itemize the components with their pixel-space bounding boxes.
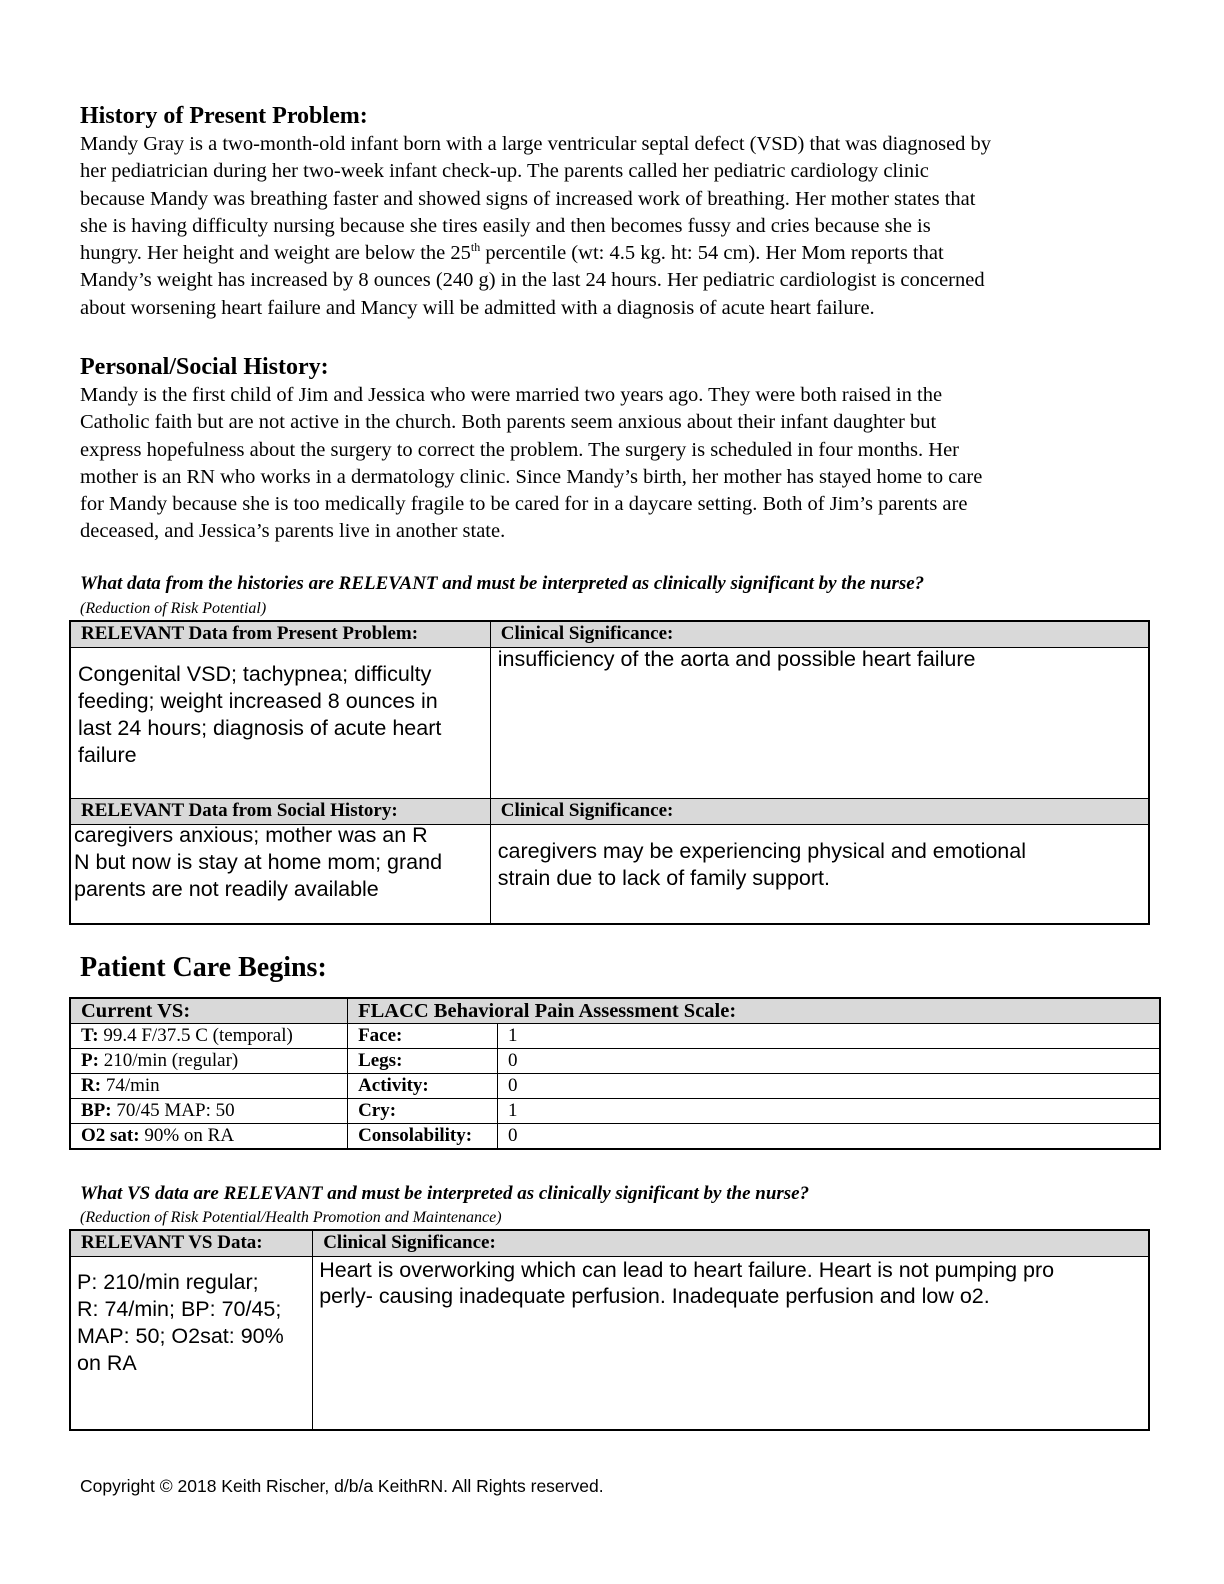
copyright: Copyright © 2018 Keith Rischer, d/b/a KeithRN. All Rights reserved. — [80, 1476, 604, 1496]
vs-row — [70, 1024, 1160, 1049]
present-header-cell — [70, 621, 490, 647]
current-vs-header: Current VS: — [70, 998, 348, 1024]
vs-data-header: RELEVANT VS Data: — [81, 1232, 263, 1253]
flacc-label: Cry: — [348, 1099, 498, 1124]
social-significance-header: Clinical Significance: — [500, 799, 674, 821]
social-line: deceased, and Jessica’s parents live in another state. — [80, 520, 506, 543]
flacc-label: Activity: — [348, 1074, 498, 1099]
flacc-value: 0 — [498, 1074, 1161, 1099]
history-line-text: percentile (wt: 4.5 kg. ht: 54 cm). Her Mom reports that — [480, 242, 944, 265]
social-significance-cell[interactable] — [490, 824, 1149, 924]
vs-label: P: — [81, 1050, 99, 1071]
vs-row — [70, 1099, 1160, 1124]
history-line: because Mandy was breathing faster and showed signs of increased work of breathing. Her mother states that — [80, 187, 976, 210]
superscript: th — [470, 240, 481, 255]
flacc-header: FLACC Behavioral Pain Assessment Scale: — [348, 998, 1160, 1024]
social-paragraph — [80, 382, 1150, 546]
social-line: Mandy is the first child of Jim and Jessica who were married two years ago. They were both raised in the — [80, 384, 943, 406]
vs-data-cell[interactable] — [70, 1256, 313, 1430]
vs-data[interactable]: P: 210/min regular; R: 74/min; BP: 70/45; MAP: 50; O2sat: 90% on RA — [77, 1269, 284, 1375]
histories-question: What data from the histories are RELEVANT and must be interpreted as clinically significant by the nurse? — [80, 573, 925, 594]
history-line — [80, 240, 1150, 267]
flacc-label: Consolability: — [348, 1124, 498, 1150]
vs-row — [70, 1074, 1160, 1099]
vs-cell — [70, 1074, 348, 1099]
vs-question: What VS data are RELEVANT and must be interpreted as clinically significant by the nurse? — [80, 1183, 810, 1204]
vs-cell — [70, 1049, 348, 1074]
social-data-cell[interactable] — [70, 824, 490, 924]
vs-cell — [70, 1024, 348, 1049]
history-paragraph — [80, 131, 1150, 322]
history-line: she is having difficulty nursing because she tires easily and then becomes fussy and cries because she is — [80, 214, 931, 237]
vs-data-header-cell — [70, 1230, 313, 1256]
vs-value: 210/min (regular) — [98, 1050, 239, 1071]
social-line: Catholic faith but are not active in the church. Both parents seem anxious about their infant daughter but — [80, 411, 937, 434]
flacc-label: Face: — [348, 1024, 498, 1049]
histories-table — [69, 620, 1150, 925]
social-line: express hopefulness about the surgery to correct the problem. The surgery is scheduled in four months. Her — [80, 438, 960, 461]
history-line: about worsening heart failure and Mancy will be admitted with a diagnosis of acute heart failure. — [80, 296, 875, 319]
vs-question-sub: (Reduction of Risk Potential/Health Promotion and Maintenance) — [80, 1209, 502, 1226]
present-significance-header-cell — [490, 621, 1149, 647]
social-header: RELEVANT Data from Social History: — [81, 799, 398, 821]
present-significance-cell[interactable] — [490, 647, 1149, 798]
history-line: her pediatrician during her two-week infant check-up. The parents called her pediatric cardiology clinic — [80, 160, 929, 183]
flacc-value: 1 — [498, 1024, 1161, 1049]
flacc-value: 1 — [498, 1099, 1161, 1124]
social-significance[interactable]: caregivers may be experiencing physical and emotional strain due to lack of family support. — [497, 838, 1026, 890]
vs-significance-header: Clinical Significance: — [323, 1232, 496, 1253]
present-header: RELEVANT Data from Present Problem: — [81, 623, 419, 644]
vs-value: 90% on RA — [139, 1125, 235, 1146]
vs-significance[interactable]: Heart is overworking which can lead to heart failure. Heart is not pumping pro perly- causing inadequate perfusion. Inadequate perfusion and low o2. — [319, 1257, 1055, 1308]
history-heading: History of Present Problem: — [80, 103, 368, 129]
flacc-value: 0 — [498, 1049, 1161, 1074]
vs-value: 74/min — [101, 1075, 160, 1096]
social-line: mother is an RN who works in a dermatology clinic. Since Mandy’s birth, her mother has stayed home to care — [80, 465, 983, 488]
present-significance[interactable]: insufficiency of the aorta and possible heart failure — [497, 646, 976, 671]
vs-table — [69, 997, 1161, 1150]
social-header-cell — [70, 798, 490, 824]
history-line: Mandy Gray is a two-month-old infant born with a large ventricular septal defect (VSD) that was diagnosed by — [80, 133, 992, 155]
vs-label: R: — [81, 1075, 102, 1096]
vs-significance-header-cell — [313, 1230, 1149, 1256]
present-data[interactable]: Congenital VSD; tachypnea; difficulty feeding; weight increased 8 ounces in last 24 hours; diagnosis of acute heart failure — [78, 661, 442, 767]
social-heading: Personal/Social History: — [80, 354, 329, 380]
vs-row — [70, 1049, 1160, 1074]
history-line: Mandy’s weight has increased by 8 ounces (240 g) in the last 24 hours. Her pediatric cardiologist is concerned — [80, 269, 985, 292]
vs-row — [70, 1124, 1160, 1150]
vs-value: 99.4 F/37.5 C (temporal) — [98, 1025, 293, 1046]
vs-relevant-table — [69, 1229, 1150, 1431]
patient-care-heading: Patient Care Begins: — [80, 952, 327, 983]
histories-question-sub: (Reduction of Risk Potential) — [80, 600, 267, 617]
vs-cell — [70, 1124, 348, 1150]
vs-significance-cell[interactable] — [313, 1256, 1149, 1430]
social-data[interactable]: caregivers anxious; mother was an R N but now is stay at home mom; grand parents are not readily available — [74, 822, 443, 901]
present-significance-header: Clinical Significance: — [500, 623, 674, 644]
social-significance-header-cell — [490, 798, 1149, 824]
flacc-value: 0 — [498, 1124, 1161, 1150]
social-line: for Mandy because she is too medically fragile to be cared for in a daycare setting. Both of Jim’s parents are — [80, 493, 968, 516]
vs-label: T: — [81, 1025, 99, 1046]
vs-value: 70/45 MAP: 50 — [111, 1100, 235, 1121]
vs-label: BP: — [81, 1100, 112, 1121]
history-line-text: hungry. Her height and weight are below the 25 — [80, 242, 471, 265]
vs-cell — [70, 1099, 348, 1124]
vs-label: O2 sat: — [81, 1125, 140, 1146]
present-data-cell[interactable] — [70, 647, 490, 798]
flacc-label: Legs: — [348, 1049, 498, 1074]
